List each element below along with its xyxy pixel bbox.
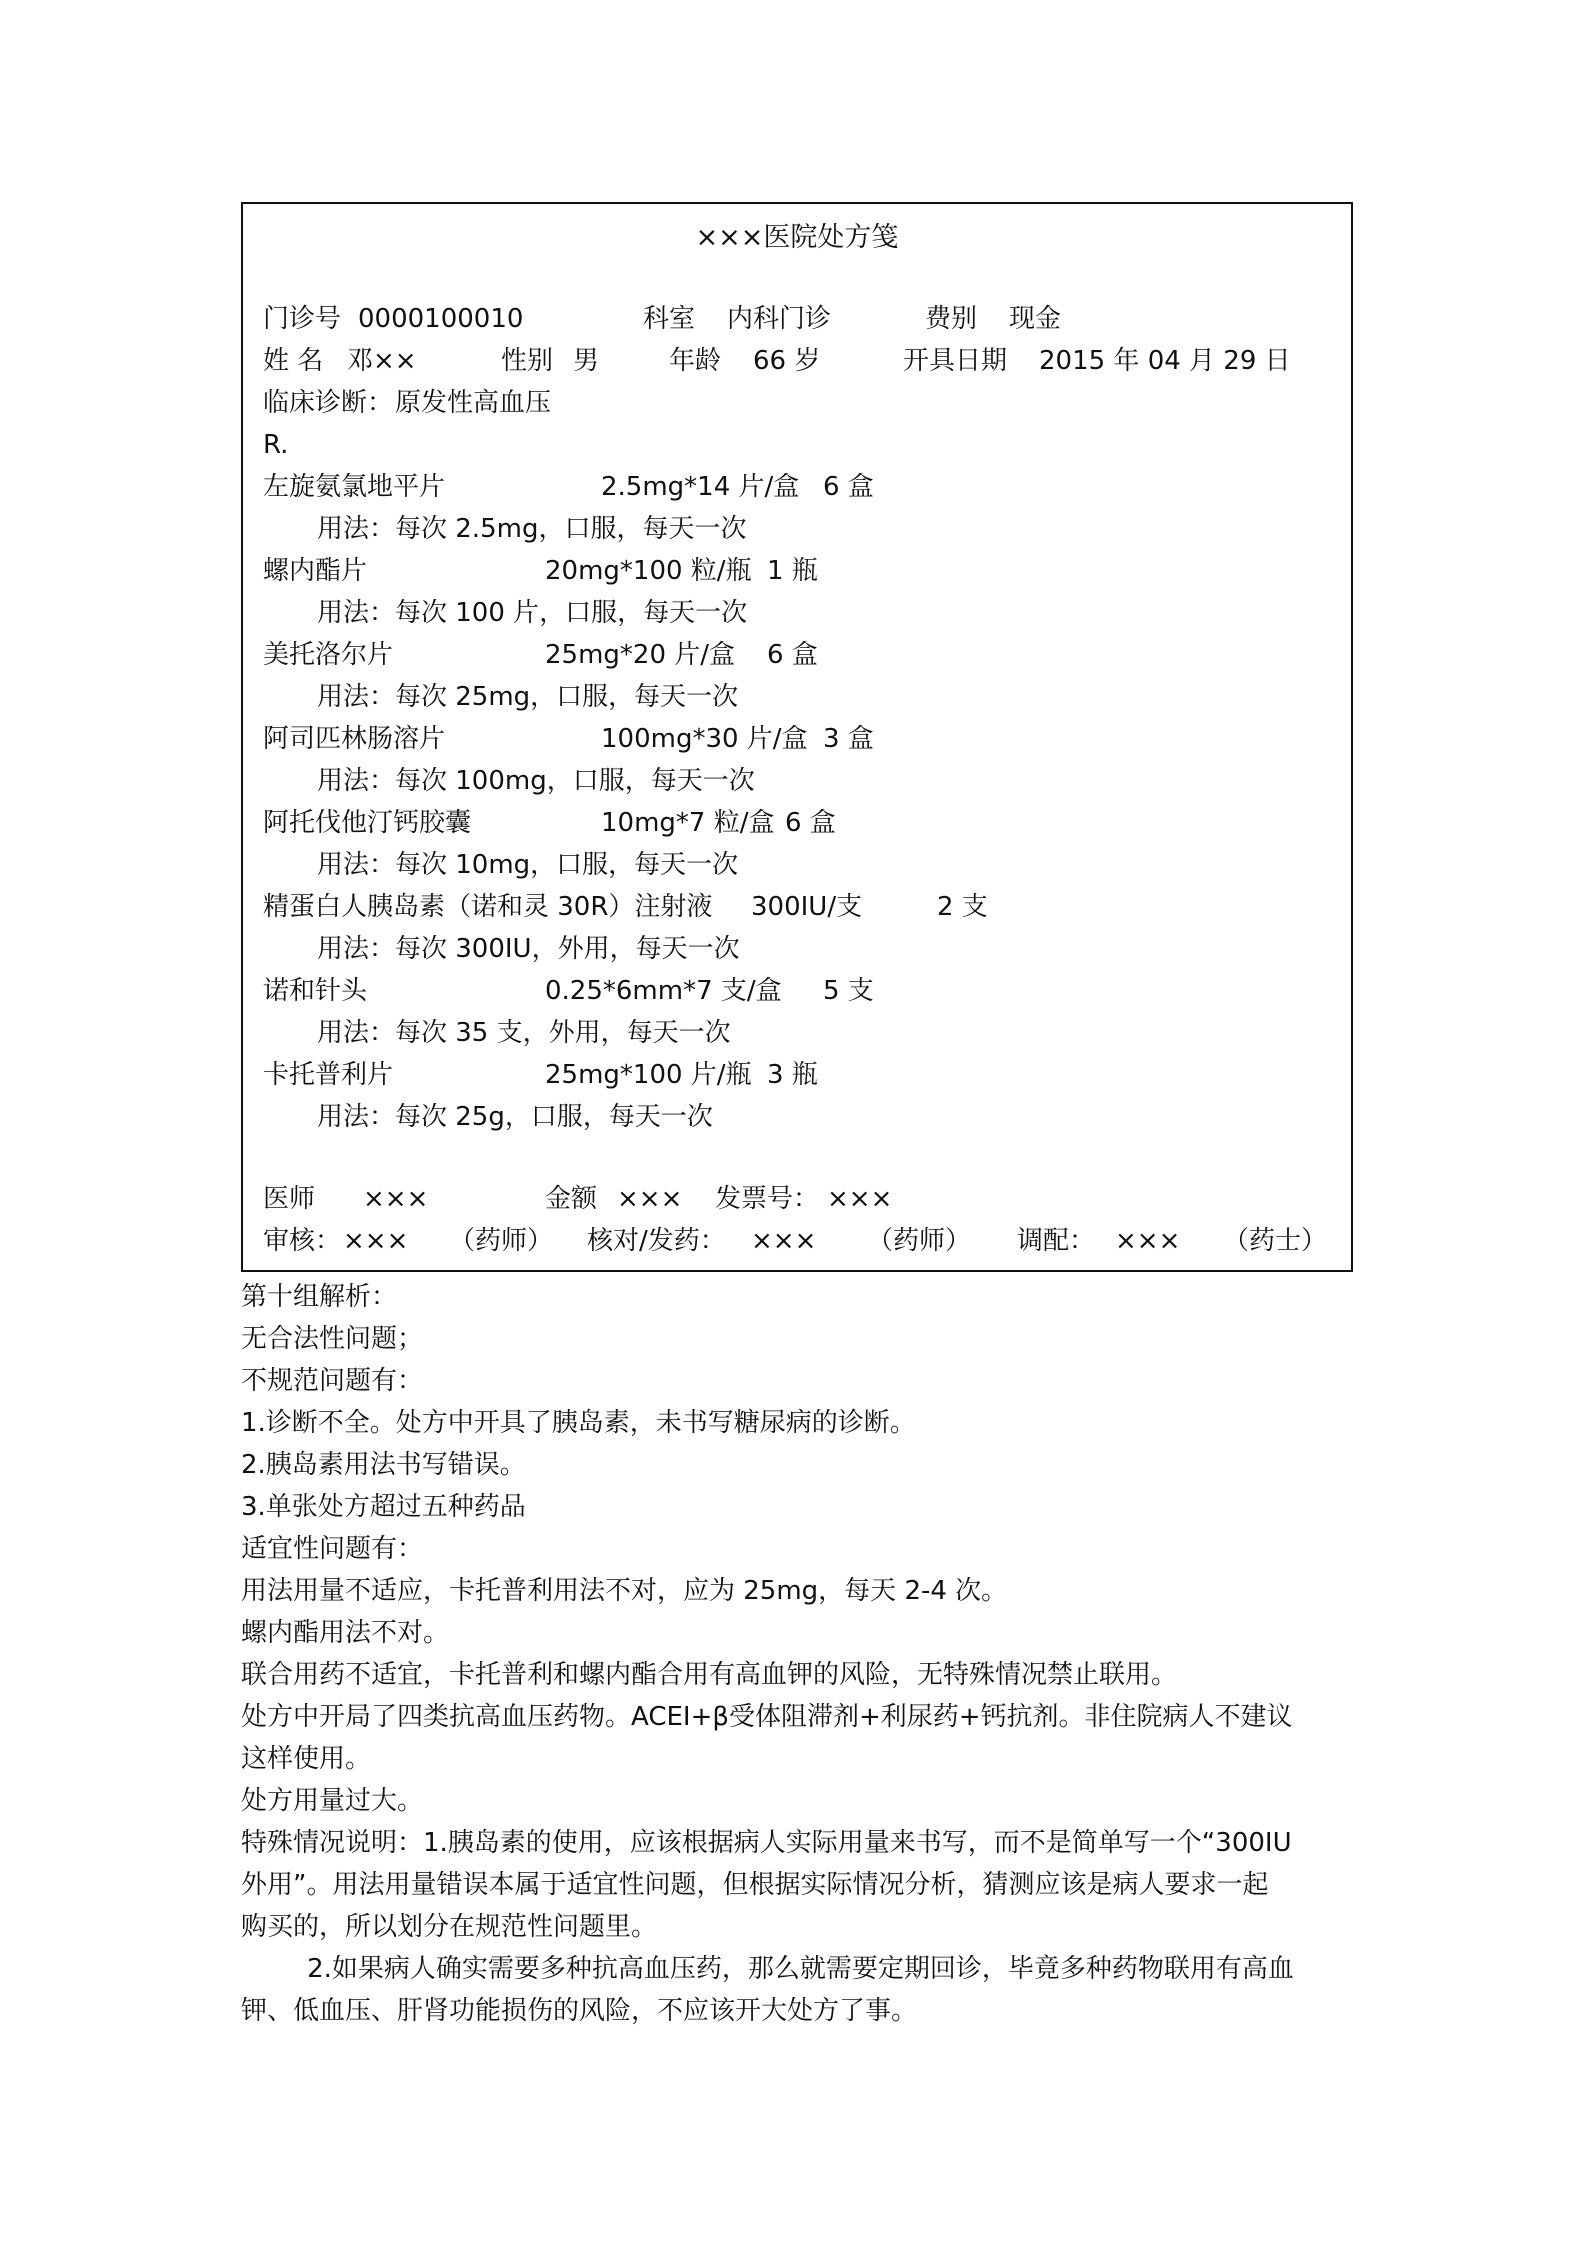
prescription-slip — [241, 202, 1353, 1272]
age-value: 66 岁 — [753, 346, 821, 376]
drug-qty: 2 支 — [937, 892, 988, 922]
drug-qty: 6 盒 — [767, 640, 818, 670]
gender-value: 男 — [573, 346, 600, 376]
review-role: （药师） — [449, 1226, 554, 1256]
drug-qty: 1 瓶 — [767, 556, 818, 586]
drug-name: 精蛋白人胰岛素（诺和灵 30R）注射液 — [263, 892, 713, 922]
invoice-label: 发票号： — [715, 1184, 820, 1214]
patient-name: 邓×× — [347, 346, 417, 376]
doctor-label: 医师 — [263, 1184, 316, 1214]
drug-spec: 100mg*30 片/盒 — [601, 724, 808, 754]
drug-name: 螺内酯片 — [263, 556, 368, 586]
dispense-value: ××× — [1115, 1226, 1181, 1256]
review-value: ××× — [343, 1226, 409, 1256]
drug-usage: 用法：每次 100mg，口服，每天一次 — [317, 766, 755, 796]
prescription-title: ×××医院处方笺 — [695, 222, 899, 253]
analysis-line: 这样使用。 — [241, 1744, 372, 1774]
fee-value: 现金 — [1009, 304, 1062, 334]
dept-label: 科室 — [643, 304, 696, 334]
drug-name: 诺和针头 — [263, 976, 368, 1006]
drug-usage: 用法：每次 300IU，外用，每天一次 — [317, 934, 740, 964]
drug-usage: 用法：每次 25g，口服，每天一次 — [317, 1102, 713, 1132]
drug-spec: 300IU/支 — [751, 892, 863, 922]
name-label: 姓 名 — [263, 346, 324, 376]
check-value: ××× — [751, 1226, 817, 1256]
drug-name: 卡托普利片 — [263, 1060, 394, 1090]
dept-value: 内科门诊 — [727, 304, 832, 334]
analysis-line: 3.单张处方超过五种药品 — [241, 1492, 526, 1522]
analysis-line: 2.如果病人确实需要多种抗高血压药，那么就需要定期回诊，毕竟多种药物联用有高血 — [241, 1954, 1294, 1984]
amount-value: ××× — [617, 1184, 683, 1214]
drug-spec: 25mg*20 片/盒 — [545, 640, 736, 670]
drug-spec: 20mg*100 粒/瓶 — [545, 556, 752, 586]
drug-qty: 3 瓶 — [767, 1060, 818, 1090]
drug-qty: 3 盒 — [823, 724, 874, 754]
analysis-heading: 第十组解析： — [241, 1282, 398, 1312]
drug-qty: 6 盒 — [785, 808, 836, 838]
analysis-line: 无合法性问题； — [241, 1324, 424, 1354]
analysis-line: 1.诊断不全。处方中开具了胰岛素，未书写糖尿病的诊断。 — [241, 1408, 916, 1438]
age-label: 年龄 — [669, 346, 722, 376]
review-label: 审核： — [263, 1226, 342, 1256]
doctor-value: ××× — [363, 1184, 429, 1214]
invoice-value: ××× — [827, 1184, 893, 1214]
gender-label: 性别 — [501, 346, 554, 376]
amount-label: 金额 — [545, 1184, 598, 1214]
analysis-line: 用法用量不适应，卡托普利用法不对，应为 25mg，每天 2-4 次。 — [241, 1576, 1008, 1606]
drug-usage: 用法：每次 100 片，口服，每天一次 — [317, 598, 748, 628]
drug-usage: 用法：每次 25mg，口服，每天一次 — [317, 682, 739, 712]
date-label: 开具日期 — [903, 346, 1008, 376]
drug-spec: 0.25*6mm*7 支/盒 — [545, 976, 782, 1006]
analysis-line: 特殊情况说明：1.胰岛素的使用，应该根据病人实际用量来书写，而不是简单写一个“300IU — [241, 1828, 1292, 1858]
analysis-line: 钾、低血压、肝肾功能损伤的风险，不应该开大处方了事。 — [241, 1996, 918, 2026]
drug-spec: 10mg*7 粒/盒 — [601, 808, 775, 838]
drug-name: 阿托伐他汀钙胶囊 — [263, 808, 472, 838]
analysis-line: 适宜性问题有： — [241, 1534, 424, 1564]
drug-qty: 6 盒 — [823, 472, 874, 502]
drug-usage: 用法：每次 35 支，外用，每天一次 — [317, 1018, 731, 1048]
drug-usage: 用法：每次 2.5mg，口服，每天一次 — [317, 514, 747, 544]
date-value: 2015 年 04 月 29 日 — [1039, 346, 1291, 376]
rx-mark: R. — [263, 430, 289, 460]
analysis-line: 不规范问题有： — [241, 1366, 424, 1396]
outpatient-no: 0000100010 — [358, 304, 524, 334]
fee-label: 费别 — [925, 304, 978, 334]
analysis-line: 2.胰岛素用法书写错误。 — [241, 1450, 526, 1480]
analysis-line: 外用”。用法用量错误本属于适宜性问题，但根据实际情况分析，猜测应该是病人要求一起 — [241, 1870, 1269, 1900]
drug-name: 左旋氨氯地平片 — [263, 472, 446, 502]
drug-spec: 2.5mg*14 片/盒 — [601, 472, 800, 502]
analysis-line: 螺内酯用法不对。 — [241, 1618, 450, 1648]
drug-qty: 5 支 — [823, 976, 874, 1006]
outpatient-no-label: 门诊号 — [263, 304, 342, 334]
dispense-label: 调配： — [1017, 1226, 1096, 1256]
diagnosis-label: 临床诊断： — [263, 388, 394, 418]
check-role: （药师） — [867, 1226, 972, 1256]
analysis-line: 联合用药不适宜，卡托普利和螺内酯合用有高血钾的风险，无特殊情况禁止联用。 — [241, 1660, 1178, 1690]
diagnosis-value: 原发性高血压 — [395, 388, 552, 418]
drug-name: 美托洛尔片 — [263, 640, 394, 670]
analysis-line: 购买的，所以划分在规范性问题里。 — [241, 1912, 658, 1942]
drug-spec: 25mg*100 片/瓶 — [545, 1060, 752, 1090]
dispense-role: （药士） — [1223, 1226, 1328, 1256]
drug-name: 阿司匹林肠溶片 — [263, 724, 446, 754]
drug-usage: 用法：每次 10mg，口服，每天一次 — [317, 850, 739, 880]
analysis-line: 处方中开局了四类抗高血压药物。ACEI+β受体阻滞剂+利尿药+钙抗剂。非住院病人不建议 — [241, 1702, 1293, 1732]
check-label: 核对/发药： — [587, 1226, 726, 1256]
analysis-line: 处方用量过大。 — [241, 1786, 424, 1816]
